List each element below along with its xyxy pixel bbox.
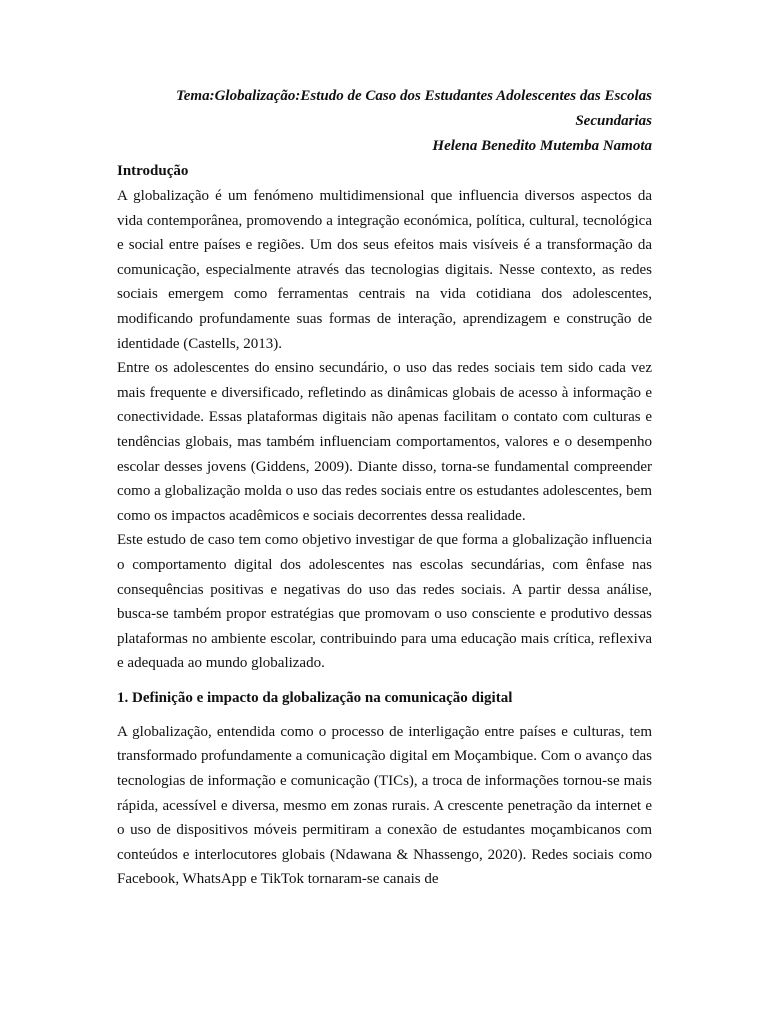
intro-paragraph-3: Este estudo de caso tem como objetivo investigar de que forma a globalização influencia o comportamento digital dos adolescentes nas escolas secundárias, com ênfase nas consequências positivas e negativas do uso das redes sociais. A partir dessa análise, busca-se também propor estratégias que promovam o uso consciente e produtivo dessas plataformas no ambiente escolar, contribuindo para uma educação mais crítica, reflexiva e adequada ao mundo globalizado. xyxy=(117,532,652,672)
section-1-heading: 1. Definição e impacto da globalização na comunicação digital xyxy=(117,689,513,706)
document-page xyxy=(117,84,652,892)
document-title-line-2: Secundarias xyxy=(575,113,652,129)
intro-heading: Introdução xyxy=(117,163,189,179)
document-title-line-1: Tema:Globalização:Estudo de Caso dos Estudantes Adolescentes das Escolas xyxy=(175,88,652,104)
section-1-paragraph: A globalização, entendida como o processo de interligação entre países e culturas, tem transformado profundamente a comunicação digital em Moçambique. Com o avanço das tecnologias de informação e comunicação (TICs), a troca de informações tornou-se mais rápida, acessível e diversa, mesmo em zonas rurais. A crescente penetração da internet e o uso de dispositivos móveis permitiram a conexão de estudantes moçambicanos com conteúdos e interlocutores globais (Ndawana & Nhassengo, 2020). Redes sociais como Facebook, WhatsApp e TikTok tornaram-se canais de xyxy=(117,723,652,888)
intro-paragraph-2: Entre os adolescentes do ensino secundário, o uso das redes sociais tem sido cada vez mais frequente e diversificado, refletindo as dinâmicas globais de acesso à informação e conectividade. Essas plataformas digitais não apenas facilitam o contato com culturas e tendências globais, mas também influenciam comportamentos, valores e o desempenho escolar desses jovens (Giddens, 2009). Diante disso, torna-se fundamental compreender como a globalização molda o uso das redes sociais entre os estudantes adolescentes, bem como os impactos acadêmicos e sociais decorrentes dessa realidade. xyxy=(117,360,652,524)
intro-paragraph-1: A globalização é um fenómeno multidimensional que influencia diversos aspectos da vida contemporânea, promovendo a integração económica, política, cultural, tecnológica e social entre países e regiões. Um dos seus efeitos mais visíveis é a transformação da comunicação, especialmente através das tecnologias digitais. Nesse contexto, as redes sociais emergem como ferramentas centrais na vida cotidiana dos adolescentes, modificando profundamente suas formas de interação, aprendizagem e construção de identidade (Castells, 2013). xyxy=(117,188,652,352)
author-name: Helena Benedito Mutemba Namota xyxy=(432,138,652,154)
